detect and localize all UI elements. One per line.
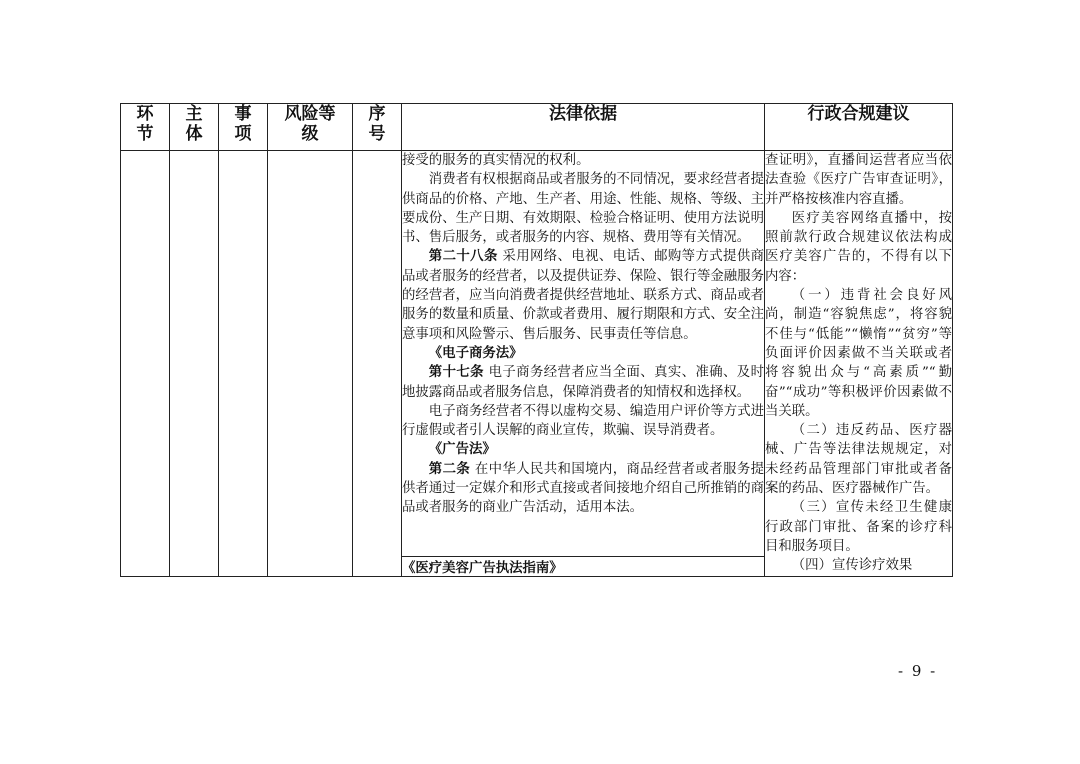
law-title: 《电子商务法》 [428, 344, 523, 361]
cell-risk-level [268, 151, 353, 577]
cell-compliance-advice [765, 151, 953, 577]
content-row [121, 151, 953, 557]
header-matter: 事 项 [219, 104, 268, 151]
article-title: 第二十八条 [428, 248, 498, 265]
page-number: - 9 - [898, 662, 938, 680]
header-compliance-advice: 行政合规建议 [765, 104, 953, 151]
header-risk-level: 风险等 级 [268, 104, 353, 151]
advice-paragraph: （二）违反药品、医疗器械、广告等法律法规规定，对未经药品管理部门审批或者备案的药品、医疗器械作广告。 [765, 423, 952, 497]
law-title: 《医疗美容广告执法指南》 [402, 556, 765, 576]
cell-serial-no [353, 151, 402, 577]
law-article: 第十七条 电子商务经营者应当全面、真实、准确、及时地披露商品或者服务信息，保障消费者的知情权和选择权。 [402, 364, 764, 400]
header-serial-no: 序 号 [353, 104, 402, 151]
header-row [121, 104, 953, 151]
law-paragraph: 消费者有权根据商品或者服务的不同情况，要求经营者提供商品的价格、产地、生产者、用途、性能、规格、等级、主要成份、生产日期、有效期限、检验合格证明、使用方法说明书、售后服务，或者服务的内容、规格、费用等有关情况。 [402, 172, 764, 246]
header-legal-basis: 法律依据 [402, 104, 765, 151]
law-paragraph: 接受的服务的真实情况的权利。 [402, 153, 590, 168]
cell-stage [121, 151, 170, 577]
article-title: 第二条 [428, 460, 471, 477]
law-title: 《广告法》 [428, 441, 496, 458]
law-article: 第二条 在中华人民共和国境内，商品经营者或者服务提供者通过一定媒介和形式直接或者间接地介绍自己所推销的商品或者服务的商业广告活动，适用本法。 [402, 460, 764, 516]
cell-subject [170, 151, 219, 577]
advice-paragraph: （三）宣传未经卫生健康行政部门审批、备案的诊疗科目和服务项目。 [765, 500, 952, 554]
law-paragraph: 电子商务经营者不得以虚构交易、编造用户评价等方式进行虚假或者引人误解的商业宣传，欺骗、误导消费者。 [402, 403, 764, 439]
law-article: 第二十八条 采用网络、电视、电话、邮购等方式提供商品或者服务的经营者，以及提供证券、保险、银行等金融服务的经营者，应当向消费者提供经营地址、联系方式、商品或者服务的数量和质量、价款或者费用、履行期限和方式、安全注意事项和风险警示、售后服务、民事责任等信息。 [402, 248, 764, 342]
advice-paragraph: 医疗美容网络直播中，按照前款行政合规建议依法构成医疗美容广告的，不得有以下内容： [765, 210, 952, 284]
advice-paragraph: （一）违背社会良好风尚，制造“容貌焦虑”，将容貌不佳与“低能”“懒惰”“贫穷”等负面评价因素做不当关联或者将容貌出众与“高素质”“勤奋”“成功”等积极评价因素做不当关联。 [765, 288, 952, 419]
cell-matter [219, 151, 268, 577]
advice-paragraph: （四）宣传诊疗效果 [791, 558, 913, 574]
header-stage: 环 节 [121, 104, 170, 151]
header-subject: 主 体 [170, 104, 219, 151]
compliance-table [120, 103, 953, 577]
cell-legal-basis [402, 151, 765, 557]
advice-paragraph: 查证明》，直播间运营者应当依法查验《医疗广告审查证明》，并严格按核准内容直播。 [765, 153, 952, 207]
article-title: 第十七条 [428, 364, 484, 381]
